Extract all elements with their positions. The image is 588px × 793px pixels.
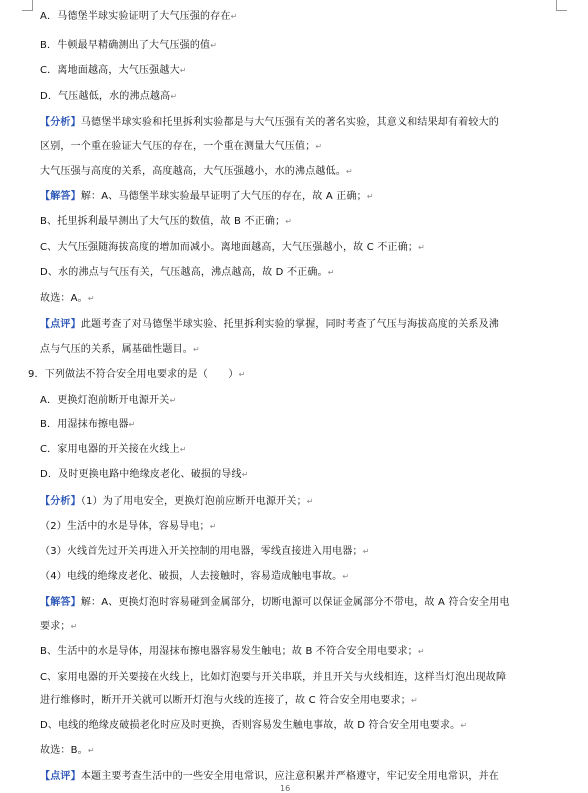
paragraph-mark-icon: ↵	[169, 396, 177, 405]
paragraph-mark-icon: ↵	[315, 142, 323, 151]
text-line	[40, 343, 550, 357]
text-line	[40, 190, 550, 204]
line-text: （4）电线的绝缘皮老化、破损，人去接触时，容易造成触电事故。	[40, 571, 343, 582]
paragraph-mark-icon: ↵	[418, 243, 426, 252]
section-tag: 【解答】	[40, 597, 81, 608]
text-line	[40, 165, 550, 179]
line-text: 区别，一个重在验证大气压的存在，一个重在测量大气压值；	[40, 141, 316, 152]
text-line	[40, 292, 550, 306]
line-text: 9．下列做法不符合安全用电要求的是（ ）	[28, 369, 239, 380]
text-line	[40, 645, 550, 659]
line-text: （2）生活中的水是导体，容易导电；	[40, 521, 210, 532]
paragraph-mark-icon: ↵	[87, 746, 95, 755]
paragraph-mark-icon: ↵	[327, 268, 335, 277]
paragraph-mark-icon: ↵	[193, 345, 200, 354]
line-text: D．及时更换电路中绝缘皮老化、破损的导线	[40, 469, 242, 480]
text-line	[40, 215, 550, 229]
paragraph-mark-icon: ↵	[230, 12, 238, 21]
line-text: C．离地面越高，大气压强越大	[40, 65, 180, 76]
page-corner-mark-left	[22, 0, 33, 11]
section-tag: 【分析】	[40, 496, 81, 507]
paragraph-mark-icon: ↵	[241, 470, 249, 479]
line-text: B、托里拆利最早测出了大气压的数值，故 B 不正确；	[40, 216, 286, 227]
line-text: D、电线的绝缘皮破损老化时应及时更换，否则容易发生触电事故，故 D 符合安全用电要求。	[40, 720, 461, 731]
line-text: （3）火线首先过开关再进入开关控制的用电器，零线直接进入用电器；	[40, 546, 363, 557]
section-tag: 【点评】	[40, 319, 81, 330]
text-line	[40, 596, 550, 610]
line-text: A．更换灯泡前断开电源开关	[40, 395, 170, 406]
text-line	[40, 520, 550, 534]
paragraph-mark-icon: ↵	[70, 622, 78, 631]
line-text: 马德堡半球实验和托里拆利实验都是与大气压强有关的著名实验，其意义和结果却有着较大的	[80, 117, 500, 128]
page-corner-mark-right	[556, 0, 567, 11]
paragraph-mark-icon: ↵	[285, 217, 293, 226]
paragraph-mark-icon: ↵	[460, 721, 468, 730]
text-line	[40, 495, 550, 509]
text-line	[40, 10, 550, 24]
text-line	[40, 266, 550, 280]
text-line	[40, 394, 550, 408]
paragraph-mark-icon: ↵	[128, 420, 136, 429]
line-text: C．家用电器的开关接在火线上	[40, 444, 180, 455]
paragraph-mark-icon: ↵	[87, 294, 95, 303]
paragraph-mark-icon: ↵	[417, 647, 425, 656]
paragraph-mark-icon: ↵	[209, 522, 217, 531]
text-line	[40, 418, 550, 432]
question-stem	[28, 368, 538, 382]
text-line	[40, 770, 550, 784]
line-text: （1）为了用电安全，更换灯泡前应断开电源开关；	[80, 496, 307, 507]
line-text: 故选：A。	[40, 293, 88, 304]
line-text: C、家用电器的开关要接在火线上，比如灯泡要与开关串联，并且开关与火线相连，这样当灯泡出现故障	[40, 672, 507, 683]
line-text: 故选：B。	[40, 745, 88, 756]
text-line	[40, 570, 550, 584]
line-text: 此题考查了对马德堡半球实验、托里拆利实验的掌握，同时考查了气压与海拔高度的关系及沸	[80, 319, 500, 330]
line-text: A．马德堡半球实验证明了大气压强的存在	[40, 11, 231, 22]
section-tag: 【点评】	[40, 771, 81, 782]
text-line	[40, 443, 550, 457]
page-number: 16	[280, 784, 291, 793]
line-text: 解：A、更换灯泡时容易碰到金属部分，切断电源可以保证金属部分不带电，故 A 符合安全用电	[80, 597, 510, 608]
line-text: 进行维修时，断开开关就可以断开灯泡与火线的连接了，故 C 符合安全用电要求；	[40, 695, 411, 706]
line-text: B、生活中的水是导体，用湿抹布擦电器容易发生触电；故 B 不符合安全用电要求；	[40, 646, 418, 657]
text-line	[40, 468, 550, 482]
paragraph-mark-icon: ↵	[362, 547, 370, 556]
text-line	[40, 90, 550, 104]
text-line	[40, 694, 550, 708]
paragraph-mark-icon: ↵	[170, 92, 178, 101]
line-text: C、大气压强随海拔高度的增加而减小。离地面越高，大气压强越小，故 C 不正确；	[40, 242, 419, 253]
line-text: 本题主要考查生活中的一些安全用电常识，应注意积累并严格遵守，牢记安全用电常识，并在	[80, 771, 500, 782]
paragraph-mark-icon: ↵	[342, 572, 350, 581]
line-text: 大气压强与高度的关系，高度越高，大气压强越小，水的沸点越低。	[40, 166, 346, 177]
text-line	[40, 719, 550, 733]
paragraph-mark-icon: ↵	[238, 370, 246, 379]
line-text: D、水的沸点与气压有关，气压越高，沸点越高，故 D 不正确。	[40, 267, 328, 278]
text-line	[40, 545, 550, 559]
paragraph-mark-icon: ↵	[346, 167, 353, 176]
text-line	[40, 744, 550, 758]
text-line	[40, 140, 550, 154]
text-line	[40, 116, 550, 130]
text-line	[40, 671, 550, 685]
line-text: 解：A、马德堡半球实验最早证明了大气压的存在，故 A 正确；	[80, 191, 367, 202]
text-line	[40, 318, 550, 332]
paragraph-mark-icon: ↵	[179, 445, 187, 454]
paragraph-mark-icon: ↵	[306, 497, 314, 506]
text-line	[40, 241, 550, 255]
paragraph-mark-icon: ↵	[179, 66, 187, 75]
paragraph-mark-icon: ↵	[210, 41, 218, 50]
line-text: B．用湿抹布擦电器	[40, 419, 129, 430]
line-text: 点与气压的关系，属基础性题目。	[40, 344, 193, 355]
text-line	[40, 64, 550, 78]
paragraph-mark-icon: ↵	[366, 192, 374, 201]
section-tag: 【分析】	[40, 117, 81, 128]
line-text: 要求；	[40, 621, 71, 632]
text-line	[40, 39, 550, 53]
section-tag: 【解答】	[40, 191, 81, 202]
line-text: B．牛顿最早精确测出了大气压强的值	[40, 40, 211, 51]
paragraph-mark-icon: ↵	[410, 696, 418, 705]
line-text: D．气压越低，水的沸点越高	[40, 91, 171, 102]
text-line	[40, 620, 550, 634]
